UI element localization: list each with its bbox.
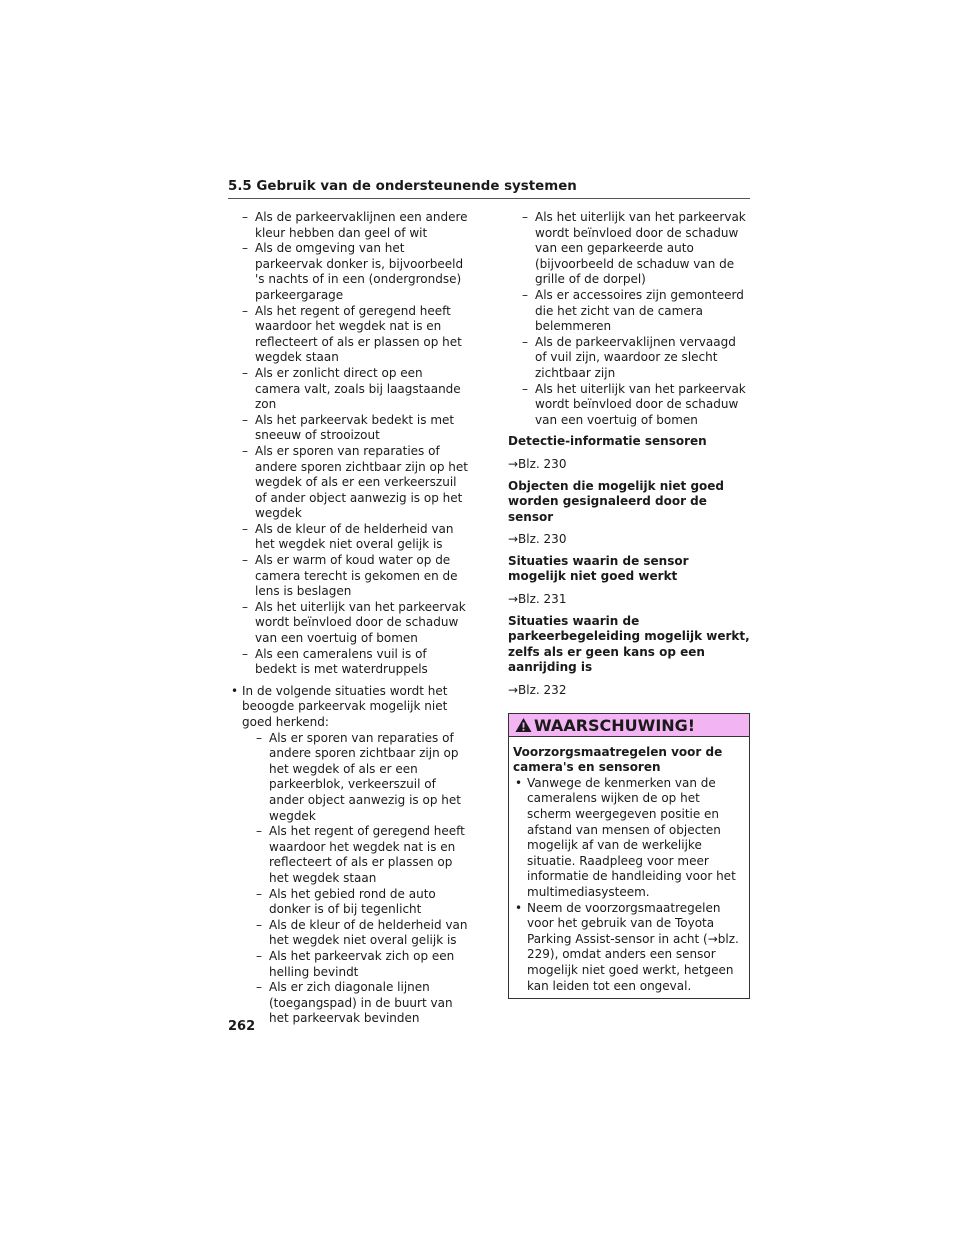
dash-list [508, 210, 750, 428]
section-heading: Objecten die mogelijk niet goed worden gesignaleerd door de sensor [508, 478, 725, 524]
list-item: – Als het parkeervak zich op een helling bevindt [228, 949, 468, 980]
warning-header [509, 714, 749, 737]
list-item: – Als er accessoires zijn gemonteerd die het zicht van de camera belemmeren [508, 288, 750, 335]
right-column [508, 210, 750, 999]
page-reference-link[interactable]: →Blz. 231 [508, 592, 567, 607]
section-title: 5.5 Gebruik van de ondersteunende systemen [228, 179, 577, 194]
list-item: – Als het parkeervak bedekt is met sneeuw of strooizout [228, 413, 468, 444]
warning-title: Voorzorgsmaatregelen voor de camera's en sensoren [513, 744, 723, 775]
page-reference-link[interactable]: →Blz. 232 [508, 683, 567, 698]
list-item: – Als een cameralens vuil is of bedekt is met waterdruppels [228, 647, 468, 678]
section-heading: Detectie-informatie sensoren [508, 434, 707, 449]
list-item: – Als het regent of geregend heeft waardoor het wegdek nat is en reflecteert of als er plassen op het wegdek staan [228, 304, 468, 366]
list-item: – Als de parkeervaklijnen vervaagd of vuil zijn, waardoor ze slecht zichtbaar zijn [508, 335, 750, 382]
list-item: – Als het uiterlijk van het parkeervak wordt beïnvloed door de schaduw van een voertuig of bomen [508, 382, 750, 429]
page-reference-link[interactable]: →Blz. 230 [508, 532, 567, 547]
list-item: – Als de kleur of de helderheid van het wegdek niet overal gelijk is [228, 522, 468, 553]
list-item: – Als er warm of koud water op de camera terecht is gekomen en de lens is beslagen [228, 553, 468, 600]
bullet-text: • In de volgende situaties wordt het beoogde parkeervak mogelijk niet goed herkend: [242, 683, 448, 729]
warning-body [509, 737, 749, 999]
left-column [228, 210, 468, 1027]
list-item: – Als de parkeervaklijnen een andere kleur hebben dan geel of wit [228, 210, 468, 241]
section-heading: Situaties waarin de sensor mogelijk niet goed werkt [508, 553, 689, 584]
list-item: – Als er zonlicht direct op een camera valt, zoals bij laagstaande zon [228, 366, 468, 413]
list-item: – Als het uiterlijk van het parkeervak wordt beïnvloed door de schaduw van een voertuig of bomen [228, 600, 468, 647]
list-item: – Als er sporen van reparaties of andere sporen zichtbaar zijn op het wegdek of als er een verkeerszuil of ander object aanwezig is op het wegdek [228, 444, 468, 522]
section-header [228, 178, 750, 199]
dash-list [228, 210, 468, 678]
warning-triangle-icon [515, 717, 532, 738]
warning-box [508, 713, 750, 1000]
list-item: – Als het gebied rond de auto donker is of bij tegenlicht [228, 887, 468, 918]
warning-label: WAARSCHUWING! [534, 715, 696, 735]
page-reference-link[interactable]: →Blz. 230 [508, 456, 567, 471]
list-item: – Als er sporen van reparaties of andere sporen zichtbaar zijn op het wegdek of als er een parkeerblok, verkeerszuil of ander object aanwezig is op het wegdek [228, 731, 468, 825]
list-item: – Als de kleur of de helderheid van het wegdek niet overal gelijk is [228, 918, 468, 949]
list-item: – Als er zich diagonale lijnen (toegangspad) in de buurt van het parkeervak bevinden [228, 980, 468, 1027]
list-item: – Als de omgeving van het parkeervak donker is, bijvoorbeeld 's nachts of in een (ondergrondse) parkeergarage [228, 241, 468, 303]
warning-item: • Neem de voorzorgsmaatregelen voor het gebruik van de Toyota Parking Assist-sensor in acht (→blz. 229), omdat anders een sensor mogelijk niet goed werkt, hetgeen kan leiden tot een ongeval. [513, 901, 745, 995]
bullet-item [228, 684, 468, 1027]
section-heading: Situaties waarin de parkeerbegeleiding mogelijk werkt, zelfs als er geen kans op een aanrijding is [508, 613, 750, 675]
page-number: 262 [228, 1019, 256, 1034]
warning-item: • Vanwege de kenmerken van de cameralens wijken de op het scherm weergegeven positie en afstand van mensen of objecten mogelijk af van de werkelijke situatie. Raadpleeg voor meer informatie de handleiding voor het multimediasysteem. [513, 776, 745, 901]
list-item: – Als het regent of geregend heeft waardoor het wegdek nat is en reflecteert of als er plassen op het wegdek staan [228, 824, 468, 886]
list-item: – Als het uiterlijk van het parkeervak wordt beïnvloed door de schaduw van een geparkeerde auto (bijvoorbeeld de schaduw van de grille of de dorpel) [508, 210, 750, 288]
